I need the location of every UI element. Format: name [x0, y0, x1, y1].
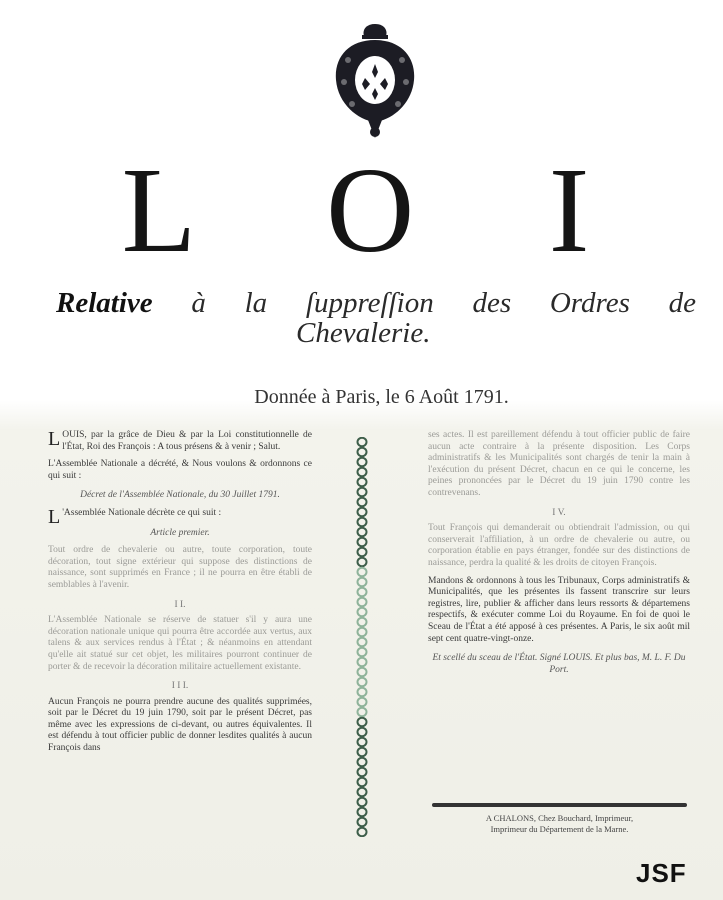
chain-link — [358, 798, 367, 806]
chain-link — [358, 528, 367, 536]
chain-link — [358, 558, 367, 566]
chain-link — [358, 828, 367, 836]
chain-link — [358, 728, 367, 736]
article-3-heading: I I I. — [171, 681, 189, 692]
right-column — [428, 430, 690, 682]
chain-link — [358, 758, 367, 766]
mandate-paragraph: Mandons & ordonnons à tous les Tribunaux, Corps administratifs & Municipalités, que les présentes ils fassent transcrire sur leurs registres, lire, publier & afficher dans leurs ressorts & départemens respectifs, & exécuter comme Loi du Royaume. En foi de quoi le Sceau de l'État a été apposé à ces présentes. A Paris, le six août mil sept cent quatre-vingt-onze. — [428, 575, 690, 644]
chain-link — [358, 538, 367, 546]
intro-paragraph-2: L'Assemblée Nationale a décrété, & Nous voulons & ordonnons ce qui suit : — [48, 459, 312, 481]
chain-link — [358, 458, 367, 466]
chain-link — [358, 638, 367, 646]
chain-link — [358, 788, 367, 796]
decree-heading: Décret de l'Assemblée Nationale, du 30 Juillet 1791. — [80, 490, 280, 501]
page-title: L O I — [121, 143, 642, 278]
chain-link — [358, 488, 367, 496]
chain-link — [358, 668, 367, 676]
chain-link — [358, 628, 367, 636]
article-3-text: Aucun François ne pourra prendre aucune des qualités supprimées, soit par le Décret du 19 juin 1790, soit par le présent Décret, pas même avec les expressions de ci-devant, ou autres équivalentes. Il est défendu à tout officier public de donner lesdites qualités à aucun François dans — [48, 696, 312, 754]
intro-paragraph: LOUIS, par la grâce de Dieu & par la Loi constitutionnelle de l'État, Roi des François : A tous présens & à venir ; Salut. — [48, 428, 312, 452]
imprint-line-1: A CHALONS, Chez Bouchard, Imprimeur, — [485, 813, 634, 823]
chain-link — [358, 568, 367, 576]
chain-link — [358, 498, 367, 506]
chain-link — [358, 598, 367, 606]
chain-link — [358, 688, 367, 696]
drop-cap: L — [48, 428, 61, 450]
watermark-label: JSF — [636, 858, 687, 888]
article-1-text: Tout ordre de chevalerie ou autre, toute corporation, toute décoration, tout signe extérieur qui suppose des distinctions de naissance, sont supprimés en France ; il ne pourra en être établi de semblables à l'avenir. — [48, 545, 312, 590]
chain-link — [358, 678, 367, 686]
date-line: Donnée à Paris, le 6 Août 1791. — [254, 386, 509, 408]
article-4-text: Tout François qui demanderait ou obtiendrait l'admission, ou qui conserverait l'affiliation, à un ordre de chevalerie ou autre, ou corporation établie en pays étranger, fondée sur des distinctions de naissance, perdra la qualité & les droits de citoyen François. — [428, 523, 690, 568]
royal-crest-icon — [328, 20, 422, 142]
decree-intro: L 'Assemblée Nationale décrète ce qui suit : — [48, 505, 222, 528]
chain-link — [358, 818, 367, 826]
chain-link — [358, 448, 367, 456]
chain-link — [358, 808, 367, 816]
article-4-heading: I V. — [552, 507, 566, 518]
chain-link — [358, 548, 367, 556]
imprint-rule — [432, 803, 687, 807]
subtitle — [56, 288, 696, 348]
chain-link — [358, 478, 367, 486]
left-column — [48, 430, 312, 761]
signature-line: Et scellé du sceau de l'État. Signé LOUIS. Et plus bas, M. L. F. Du Port. — [432, 653, 686, 675]
chain-link — [358, 468, 367, 476]
subtitle-line2: Chevalerie. — [296, 317, 431, 349]
article-2-text: L'Assemblée Nationale se réserve de statuer s'il y aura une décoration nationale unique qui pourra être accordée aux vertus, aux talens & aux services rendus à l'État ; & néanmoins en attendant qu'elle ait statué sur cet objet, les militaires pourront continuer de porter & de recevoir la décoration militaire actuellement existante. — [48, 615, 312, 672]
chain-link — [358, 708, 367, 716]
drop-cap-2: L — [48, 505, 61, 528]
article-1-heading: Article premier. — [150, 527, 210, 538]
printer-imprint — [432, 803, 687, 835]
continuation-paragraph: ses actes. Il est pareillement défendu à tout officier public de faire aucun acte contraire à la présente disposition. Les Corps administratifs & les Municipalités sont chargés de tenir la main à l'exécution du présent Décret, chacun en ce qui le concerne, les peines prononcées par le Décret du 19 juin 1790 contre les contrevenans. — [428, 430, 690, 498]
article-2-heading: I I. — [174, 599, 186, 610]
chain-divider-ornament — [355, 437, 369, 837]
chain-link — [358, 438, 367, 446]
chain-link — [358, 658, 367, 666]
chain-link — [358, 618, 367, 626]
subtitle-line1: à la ſuppreſſion des Ordres de — [152, 287, 696, 319]
chain-link — [358, 698, 367, 706]
chain-link — [358, 508, 367, 516]
chain-link — [358, 518, 367, 526]
chain-link — [358, 588, 367, 596]
subtitle-first-word: Relative — [56, 287, 153, 319]
chain-link — [358, 718, 367, 726]
chain-link — [358, 578, 367, 586]
chain-link — [358, 608, 367, 616]
chain-link — [358, 778, 367, 786]
chain-link — [358, 738, 367, 746]
chain-link — [358, 768, 367, 776]
imprint-line-2: Imprimeur du Département de la Marne. — [490, 824, 629, 834]
chain-link — [358, 648, 367, 656]
chain-link — [358, 748, 367, 756]
